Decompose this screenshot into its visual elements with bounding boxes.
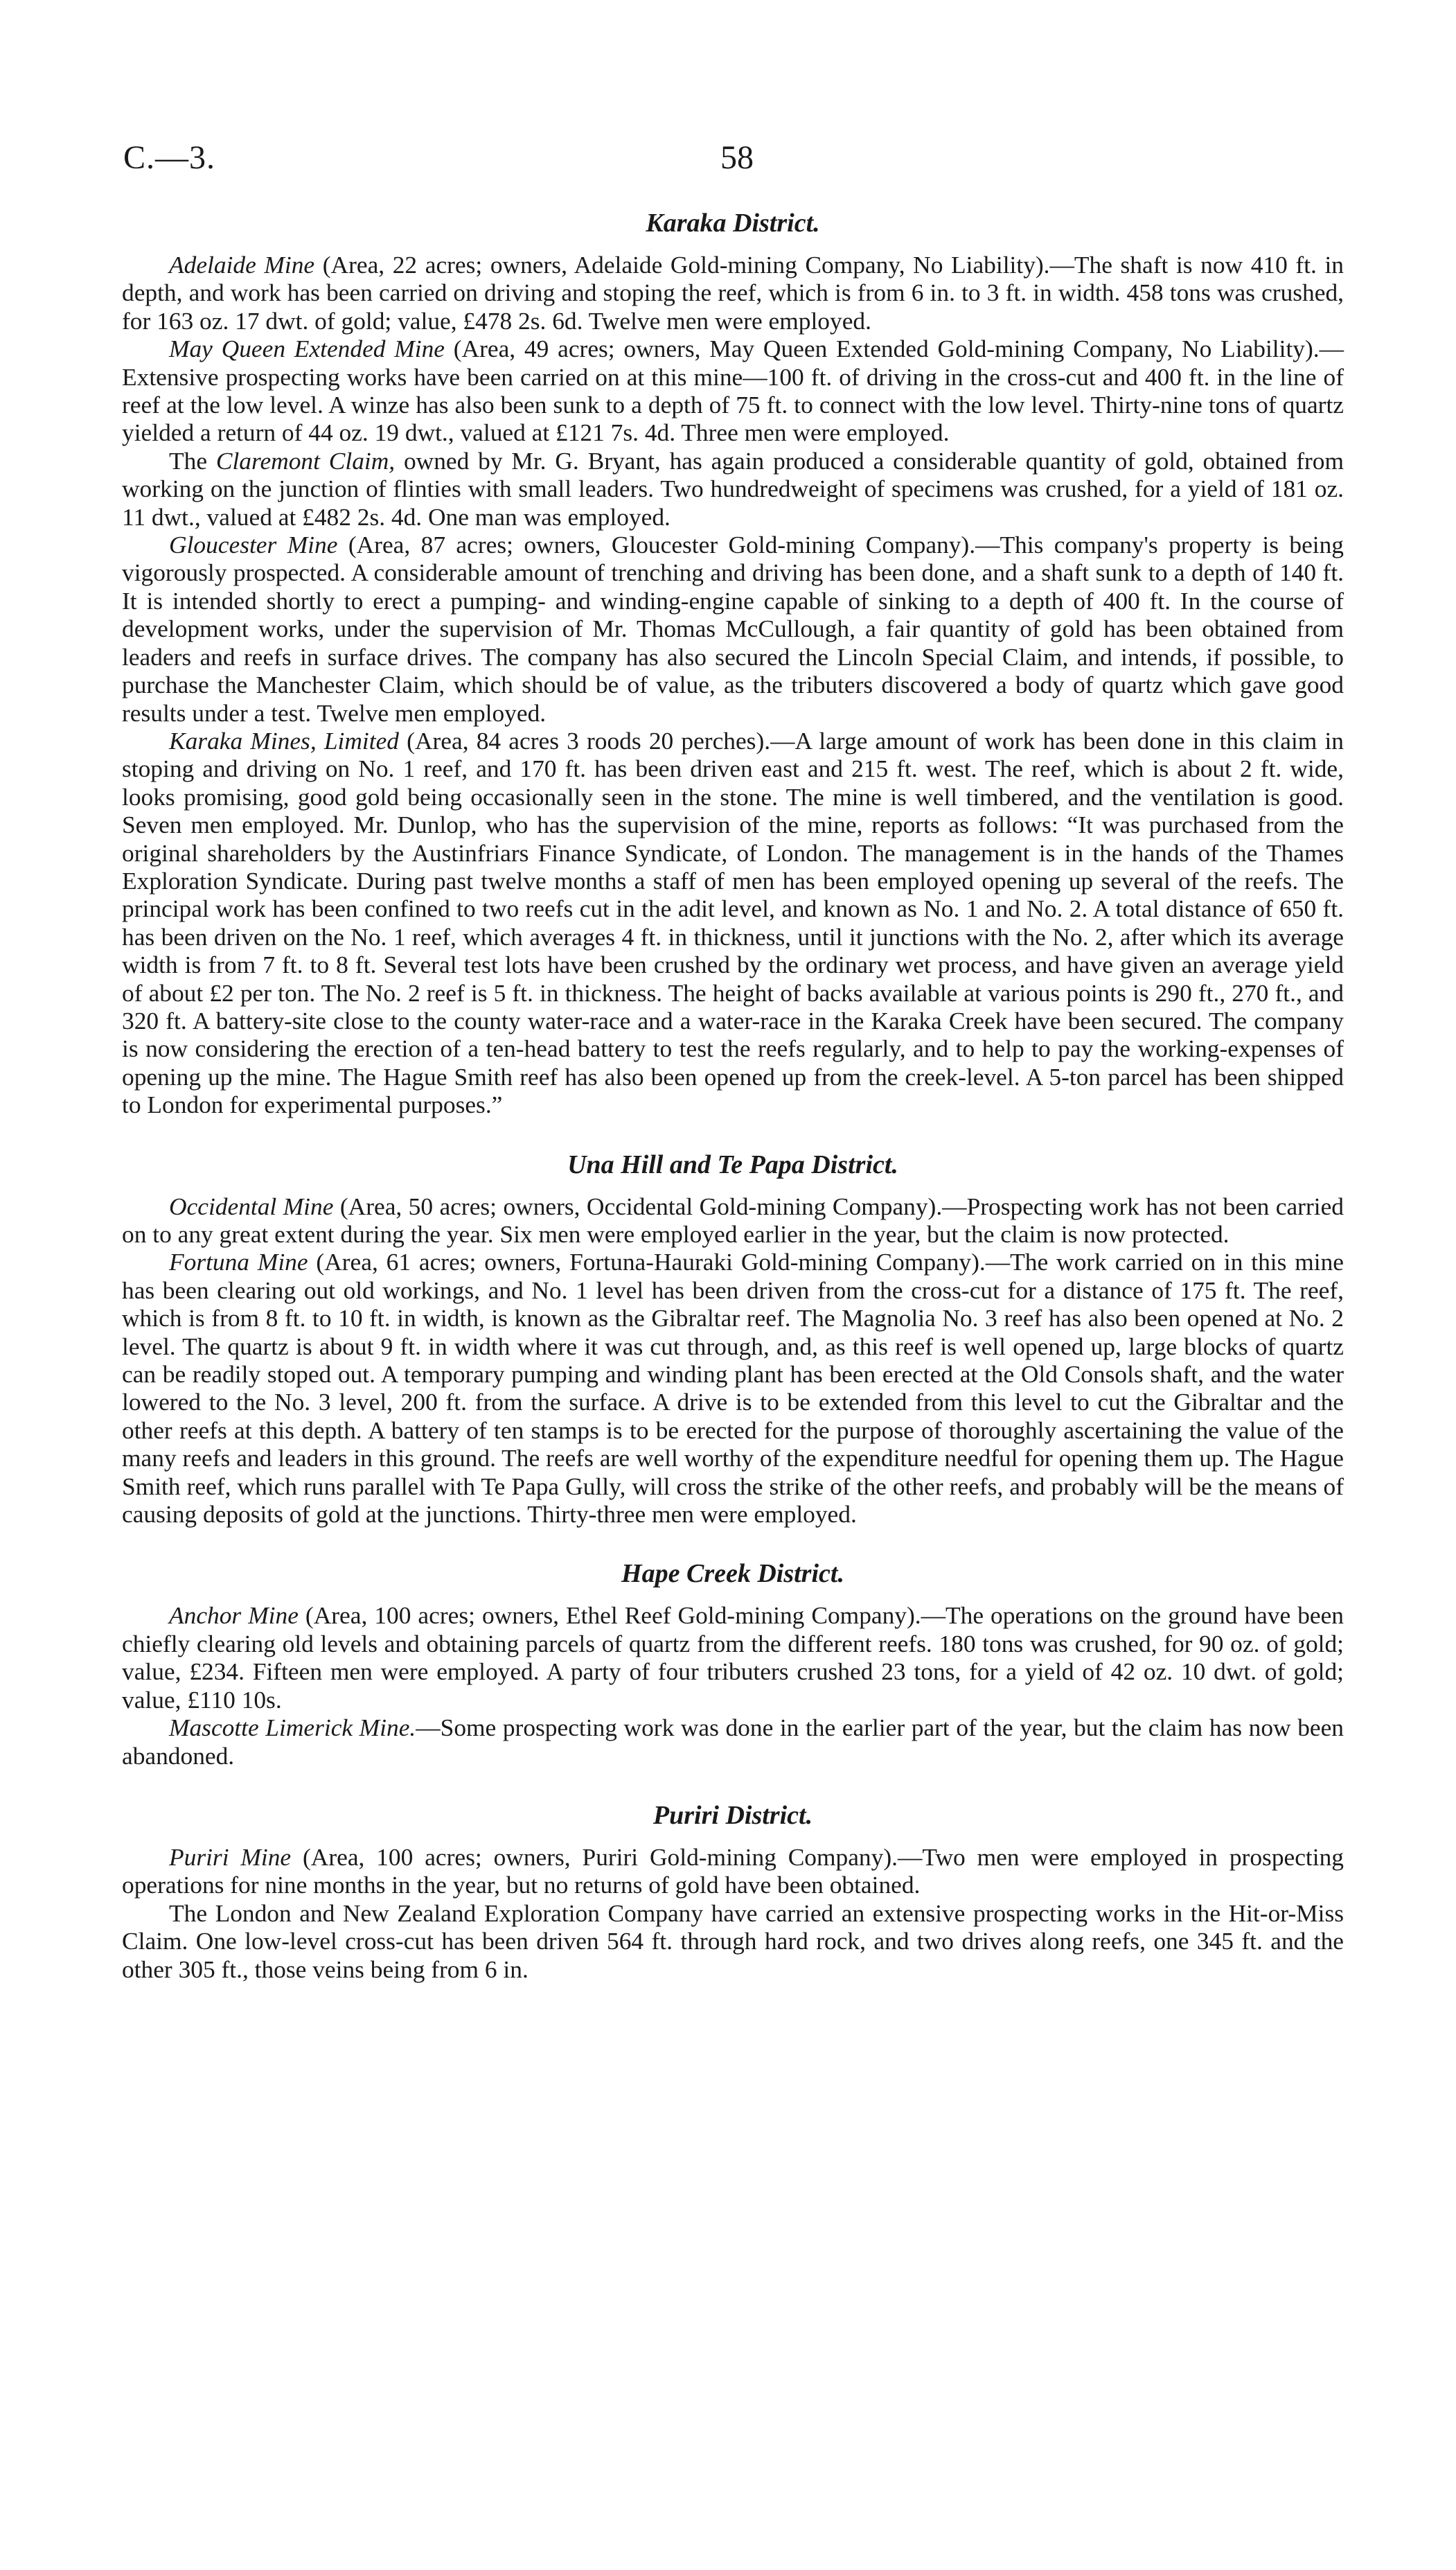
paragraph-anchor-mine [122,1601,1344,1714]
paragraph-text: (Area, 100 acres; owners, Puriri Gold-mining Company).—Two men were employed in prospecting operations for nine months in the year, but no returns of gold have been obtained. [122,1842,1344,1899]
mine-name: Gloucester Mine [169,531,338,559]
paragraph-mascotte-limerick-mine [122,1714,1344,1770]
mine-name: Puriri Mine [169,1842,292,1871]
section-una-hill-te-papa [122,1150,1344,1529]
page-number: 58 [720,139,754,176]
paragraph-claremont-claim [122,447,1344,531]
paragraph-text: (Area, 22 acres; owners, Adelaide Gold-mining Company, No Liability).—The shaft is now 410 ft. in depth, and work has been carried on driving and stoping the reef, which is from 6 in. to 3 ft. in width. 458 tons was crushed, for 163 oz. 17 dwt. of gold; value, £478 2s. 6d. Twelve men were employed. [122,251,1344,335]
mine-name: Adelaide Mine [169,251,315,279]
mine-name: Mascotte Limerick Mine. [169,1714,416,1742]
section-title: Una Hill and Te Papa District. [567,1150,898,1179]
paragraph-text: (Area, 50 acres; owners, Occidental Gold-mining Company).—Prospecting work has not been carried on to any great extent during the year. Six men were employed earlier in the year, but the claim is now protected. [122,1192,1344,1248]
paragraph-adelaide-mine [122,251,1344,335]
paragraph-text: (Area, 84 acres 3 roods 20 perches).—A large amount of work has been done in this claim in stoping and driving on No. 1 reef, and 170 ft. has been driven east and 215 ft. west. The reef, which is about 2 ft. wide, looks promising, good gold being occasionally seen in the stone. The mine is well timbered, and the ventilation is good. Seven men employed. Mr. Dunlop, who has the supervision of the mine, reports as follows: “It was purchased from the original shareholders by the Austinfriars Finance Syndicate, of London. The management is in the hands of the Thames Exploration Syndicate. During past twelve months a staff of men has been employed opening up several of the reefs. The principal work has been confined to two reefs cut in the adit level, and known as No. 1 and No. 2. A total distance of 650 ft. has been driven on the No. 1 reef, which averages 4 ft. in thickness, until it junctions with the No. 2, after which its average width is from 7 ft. to 8 ft. Several test lots have been crushed by the ordinary wet process, and have given an average yield of about £2 per ton. The No. 2 reef is 5 ft. in thickness. The height of backs available at various points is 290 ft., 270 ft., and 320 ft. A battery-site close to the county water-race and a water-race in the Karaka Creek have been secured. The company is now considering the erection of a ten-head battery to test the reefs regularly, and to help to pay the working-expenses of opening up the mine. The Hague Smith reef has also been opened up from the creek-level. A 5-ton parcel has been shipped to London for experimental purposes.” [122,726,1344,1119]
section-karaka [122,208,1344,1119]
section-title: Hape Creek District. [621,1559,844,1589]
mine-name: Claremont Claim, [215,446,396,475]
mine-name: Anchor Mine [169,1601,299,1630]
paragraph-text: (Area, 87 acres; owners, Gloucester Gold-mining Company).—This company's property is being vigorously prospected. A considerable amount of trenching and driving has been done, and a shaft sunk to a depth of 140 ft. It is intended shortly to erect a pumping- and winding-engine capable of sinking to a depth of 400 ft. In the course of development works, under the supervision of Mr. Thomas McCullough, a fair quantity of gold has been obtained from leaders and reefs in surface drives. The company has also secured the Lincoln Special Claim, and intends, if possible, to purchase the Manchester Claim, which should be of value, as the tributers discovered a body of quartz which gave good results under a test. Twelve men employed. [122,531,1344,727]
page-header [123,139,1342,187]
paragraph-occidental-mine [122,1192,1344,1249]
paragraph-puriri-mine [122,1843,1344,1899]
paragraph-text: (Area, 100 acres; owners, Ethel Reef Gold-mining Company).—The operations on the ground have been chiefly clearing old levels and obtaining parcels of quartz from the different reefs. 180 tons was crushed, for 90 oz. of gold; value, £234. Fifteen men were employed. A party of four tributers crushed 23 tons, for a yield of 42 oz. 10 dwt. of gold; value, £110 10s. [122,1601,1344,1714]
paragraph-karaka-mines [122,727,1344,1119]
mine-name: Occidental Mine [169,1192,334,1220]
paragraph-prefix: The [169,446,216,475]
paragraph-gloucester-mine [122,531,1344,727]
mine-name: Karaka Mines, Limited [169,726,399,755]
document-reference: C.—3. [123,139,216,176]
paragraph-london-nz-exploration [122,1899,1344,1983]
page-body [122,208,1344,1983]
paragraph-text: (Area, 61 acres; owners, Fortuna-Hauraki Gold-mining Company).—The work carried on in this mine has been clearing out old workings, and No. 1 level has been driven from the cross-cut for a distance of 175 ft. The reef, which is from 8 ft. to 10 ft. in width, is known as the Gibraltar reef. The Magnolia No. 3 reef has also been opened at No. 2 level. The quartz is about 9 ft. in width where it was cut through, and, as this reef is well opened up, large blocks of quartz can be readily stoped out. A temporary pumping and winding plant has been erected at the Old Consols shaft, and the water lowered to the No. 3 level, 200 ft. from the surface. A drive is to be extended from this level to cut the Gibraltar and the other reefs at this depth. A battery of ten stamps is to be erected for the purpose of thoroughly ascertaining the value of the many reefs and leaders in this ground. The reefs are well worthy of the expenditure needful for opening them up. The Hague Smith reef, which runs parallel with Te Papa Gully, will cross the strike of the other reefs, and probably will be the means of causing deposits of gold at the junctions. Thirty-three men were employed. [122,1248,1344,1529]
section-title: Puriri District. [652,1800,813,1830]
paragraph-text: owned by Mr. G. Bryant, has again produced a considerable quantity of gold, obtained from working on the junction of flinties with small leaders. Two hundredweight of specimens was crushed, for a yield of 181 oz. 11 dwt., valued at £482 2s. 4d. One man was employed. [122,446,1344,531]
paragraph-may-queen-extended-mine [122,335,1344,447]
paragraph-text: —Some prospecting work was done in the earlier part of the year, but the claim has now been abandoned. [122,1714,1344,1770]
section-puriri [122,1800,1344,1983]
mine-name: Fortuna Mine [169,1248,308,1276]
section-hape-creek [122,1558,1344,1769]
mine-name: May Queen Extended Mine [169,335,445,363]
paragraph-text: (Area, 49 acres; owners, May Queen Extended Gold-mining Company, No Liability).—Extensive prospecting works have been carried on at this mine—100 ft. of driving in the cross-cut and 400 ft. in the line of reef at the low level. A winze has also been sunk to a depth of 75 ft. to connect with the low level. Thirty-nine tons of quartz yielded a return of 44 oz. 19 dwt., valued at £121 7s. 4d. Three men were employed. [122,335,1344,447]
paragraph-text: The London and New Zealand Exploration Company have carried an extensive prospecting works in the Hit-or-Miss Claim. One low-level cross-cut has been driven 564 ft. through hard rock, and two drives along reefs, one 345 ft. and the other 305 ft., those veins being from 6 in. [122,1899,1344,1983]
section-title: Karaka District. [646,209,820,238]
paragraph-fortuna-mine [122,1248,1344,1528]
